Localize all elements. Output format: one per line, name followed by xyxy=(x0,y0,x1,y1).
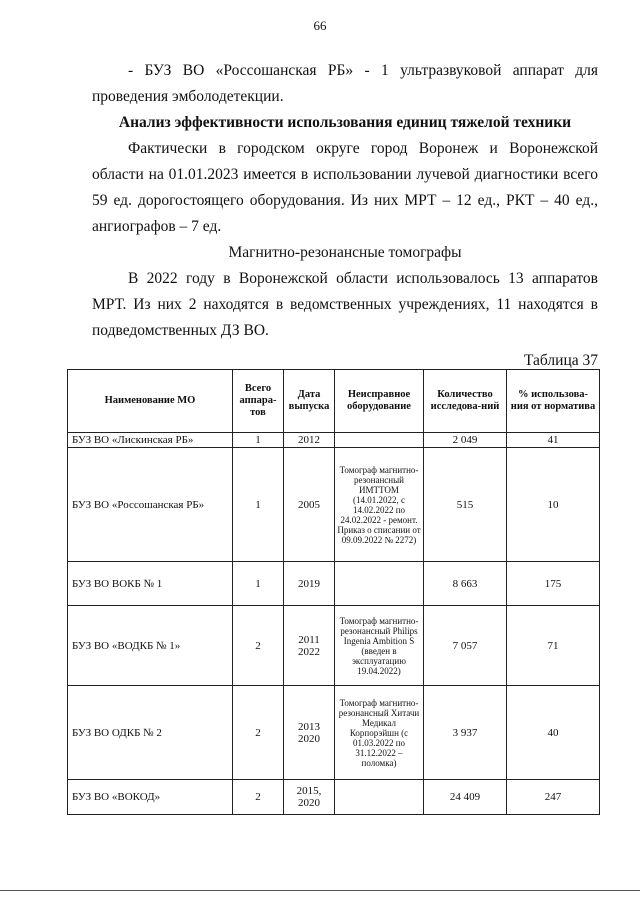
header-count: Количество исследова-ний xyxy=(424,370,507,433)
cell-count: 515 xyxy=(424,448,507,562)
cell-total: 1 xyxy=(233,448,284,562)
paragraph-3: В 2022 году в Воронежской области использовалось 13 аппаратов МРТ. Из них 2 находятся в ведомственных учреждениях, 11 находятся в подведомственных ДЗ ВО. xyxy=(92,270,598,339)
cell-fault: Томограф магнитно-резонансный ИМТТОМ (14.01.2022, с 14.02.2022 по 24.02.2022 - ремонт. Приказ о списании от 09.09.2022 № 2272) xyxy=(335,448,424,562)
cell-year: 2013 2020 xyxy=(284,686,335,780)
body-text-block xyxy=(92,58,598,374)
header-mo: Наименование МО xyxy=(68,370,233,433)
cell-year: 2012 xyxy=(284,433,335,448)
section-heading: Анализ эффективности использования единиц тяжелой техники xyxy=(118,114,572,131)
paragraph-1: - БУЗ ВО «Россошанская РБ» - 1 ультразвуковой аппарат для проведения эмболодетекции. xyxy=(92,62,598,105)
paragraph-2: Фактически в городском округе город Воронеж и Воронежской области на 01.01.2023 имеется в использовании лучевой диагностики всего 59 ед. дорогостоящего оборудования. Из них МРТ – 12 ед., РКТ – 40 ед., ангиографов – 7 ед. xyxy=(92,140,598,235)
cell-fault xyxy=(335,780,424,815)
cell-count: 3 937 xyxy=(424,686,507,780)
table-row xyxy=(68,606,600,686)
table-header-row xyxy=(68,370,600,433)
cell-mo: БУЗ ВО ВОКБ № 1 xyxy=(68,562,233,606)
cell-total: 1 xyxy=(233,562,284,606)
cell-percent: 71 xyxy=(507,606,600,686)
cell-total: 2 xyxy=(233,606,284,686)
cell-count: 7 057 xyxy=(424,606,507,686)
cell-mo: БУЗ ВО «ВОКОД» xyxy=(68,780,233,815)
cell-fault: Томограф магнитно-резонансный Philips Ingenia Ambition S (введен в эксплуатацию 19.04.2022) xyxy=(335,606,424,686)
table-caption: Таблица 37 xyxy=(523,352,598,369)
cell-year: 2005 xyxy=(284,448,335,562)
table-row xyxy=(68,448,600,562)
table-row xyxy=(68,433,600,448)
cell-count: 2 049 xyxy=(424,433,507,448)
cell-count: 8 663 xyxy=(424,562,507,606)
table-row xyxy=(68,686,600,780)
cell-fault: Томограф магнитно-резонансный Хитачи Медикал Корпорэйшн (с 01.03.2022 по 31.12.2022 – поломка) xyxy=(335,686,424,780)
cell-total: 1 xyxy=(233,433,284,448)
cell-year: 2011 2022 xyxy=(284,606,335,686)
table-row xyxy=(68,562,600,606)
cell-count: 24 409 xyxy=(424,780,507,815)
cell-mo: БУЗ ВО «ВОДКБ № 1» xyxy=(68,606,233,686)
header-fault: Неисправное оборудование xyxy=(335,370,424,433)
cell-percent: 40 xyxy=(507,686,600,780)
cell-percent: 10 xyxy=(507,448,600,562)
cell-mo: БУЗ ВО «Лискинская РБ» xyxy=(68,433,233,448)
table-row xyxy=(68,780,600,815)
header-year: Дата выпуска xyxy=(284,370,335,433)
cell-mo: БУЗ ВО «Россошанская РБ» xyxy=(68,448,233,562)
cell-year: 2015, 2020 xyxy=(284,780,335,815)
cell-fault xyxy=(335,562,424,606)
mri-table xyxy=(67,369,600,815)
page-bottom-rule xyxy=(0,890,640,891)
cell-total: 2 xyxy=(233,780,284,815)
header-percent: % использова-ния от норматива xyxy=(507,370,600,433)
cell-mo: БУЗ ВО ОДКБ № 2 xyxy=(68,686,233,780)
cell-fault xyxy=(335,433,424,448)
header-total: Всего аппара-тов xyxy=(233,370,284,433)
page-number: 66 xyxy=(313,18,327,33)
subsection-heading: Магнитно-резонансные томографы xyxy=(228,244,462,261)
cell-percent: 247 xyxy=(507,780,600,815)
cell-year: 2019 xyxy=(284,562,335,606)
cell-percent: 41 xyxy=(507,433,600,448)
cell-total: 2 xyxy=(233,686,284,780)
cell-percent: 175 xyxy=(507,562,600,606)
